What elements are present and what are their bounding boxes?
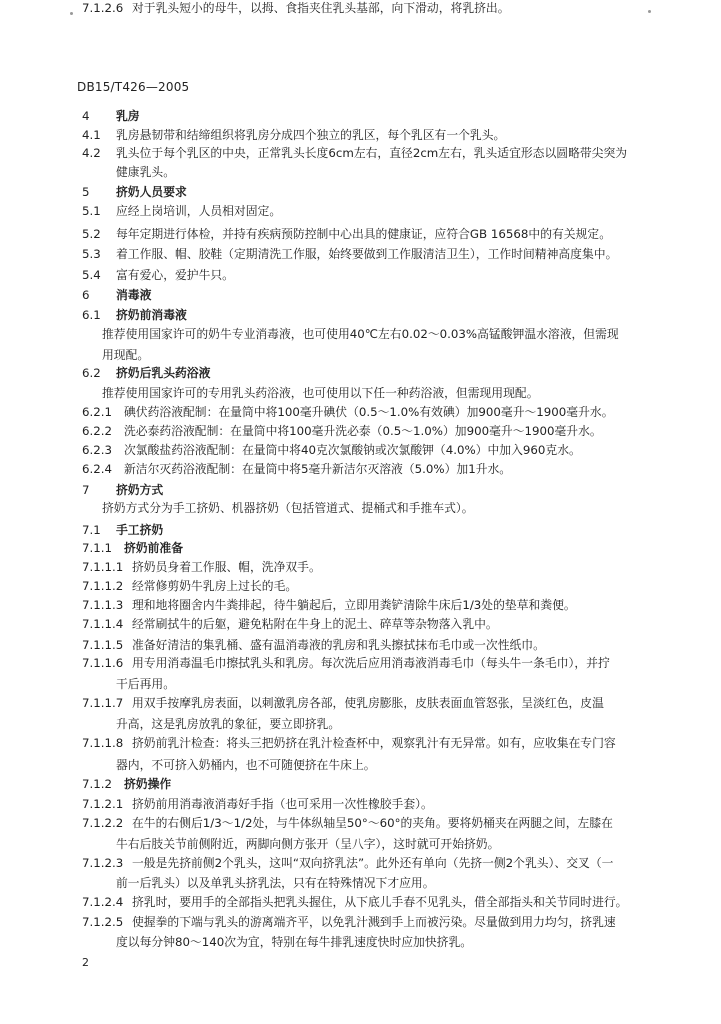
- clause-text: 挤奶后乳头药浴液: [116, 366, 211, 380]
- clause-text: 干后再用。: [116, 677, 175, 691]
- clause-number: 5.3: [82, 247, 101, 261]
- clause-text: 洗必泰药浴液配制：在量筒中将100毫升洗必泰（0.5～1.0%）加900毫升～1900毫升水。: [124, 424, 602, 438]
- clause-text: 碘伏药浴液配制：在量筒中将100毫升碘伏（0.5～1.0%有效碘）加900毫升～1900毫升水。: [124, 405, 614, 419]
- clause-text: 乳房: [116, 109, 140, 123]
- doc-code: DB15/T426—2005: [77, 80, 190, 94]
- clause-text: 牛右后肢关节前侧附近，两脚向侧方张开（呈八字），这时就可开始挤奶。: [116, 837, 500, 851]
- clause-text: 经常刷拭牛的后躯，避免粘附在牛身上的泥土、碎草等杂物落入乳中。: [132, 617, 498, 631]
- clause-text: 挤奶前消毒液: [116, 308, 187, 322]
- clause-text: 挤奶前准备: [124, 541, 183, 555]
- clause-text: 乳房悬韧带和结缔组织将乳房分成四个独立的乳区，每个乳区有一个乳头。: [116, 128, 506, 142]
- clause-number: 7.1.2.2: [82, 816, 124, 830]
- clause-number: 7.1.2.4: [82, 895, 124, 909]
- clause-number: 6.2.1: [82, 405, 113, 419]
- clause-text: 挤奶人员要求: [116, 185, 187, 199]
- clause-number: 7.1.2: [82, 777, 113, 791]
- clause-text: 经常修剪奶牛乳房上过长的毛。: [132, 579, 298, 593]
- clause-number: 4.1: [82, 128, 101, 142]
- clause-number: 6.2.2: [82, 424, 113, 438]
- clause-number: 7.1.1.8: [82, 736, 124, 750]
- clause-number: 6.2: [82, 366, 101, 380]
- clause-text: 用双手按摩乳房表面，以刺激乳房各部，使乳房膨胀，皮肤表面血管怒张，呈淡红色，皮温: [132, 696, 604, 710]
- clause-text: 前一后乳头）以及单乳头挤乳法，只有在特殊情况下才应用。: [116, 876, 435, 890]
- clause-number: 6.2.3: [82, 443, 113, 457]
- clause-number: 7.1.1.1: [82, 560, 124, 574]
- clause-text: 富有爱心，爱护牛只。: [116, 268, 234, 282]
- clause-text: 挤奶前乳汁检查：将头三把奶挤在乳汁检查杯中，观察乳汁有无异常。如有，应收集在专门容: [132, 736, 616, 750]
- clause-text: 每年定期进行体检，并持有疾病预防控制中心出具的健康证，应符合GB 16568中的有关规定。: [116, 227, 611, 241]
- clause-number: 7.1.1.3: [82, 598, 124, 612]
- clause-text: 挤奶员身着工作服、帽，洗净双手。: [132, 560, 321, 574]
- clause-number: 7.1.1: [82, 541, 113, 555]
- clause-text: 挤奶操作: [124, 777, 172, 791]
- clause-number: 6.1: [82, 308, 101, 322]
- clause-text: 乳头位于每个乳区的中央，正常乳头长度6cm左右，直径2cm左右，乳头适宜形态以圆略带尖突为: [116, 146, 628, 160]
- scan-speck: [648, 10, 651, 13]
- clause-text: 挤乳时，要用手的全部指头把乳头握住，从下底儿手春不见乳头，借全部指头和关节同时进行。: [132, 895, 628, 909]
- page-number: 2: [82, 956, 89, 969]
- clause-text: 推荐使用国家许可的专用乳头药浴液，也可使用以下任一种药浴液，但需现用现配。: [102, 386, 539, 400]
- clause-text: 一般是先挤前侧2个乳头，这叫“双向挤乳法”。此外还有单向（先挤一侧2个乳头）、交叉（一: [132, 856, 614, 870]
- clause-text: 应经上岗培训，人员相对固定。: [116, 204, 282, 218]
- clause-number: 7.1.2.3: [82, 856, 124, 870]
- clause-text: 新洁尔灭药浴液配制：在量筒中将5毫升新洁尔灭溶液（5.0%）加1升水。: [124, 462, 512, 476]
- clause-text: 器内，不可挤入奶桶内，也不可随便挤在牛床上。: [116, 758, 376, 772]
- clause-number: 7.1.1.2: [82, 579, 124, 593]
- clause-number: 5.2: [82, 227, 101, 241]
- clause-number: 7.1.2.1: [82, 797, 124, 811]
- clause-text: 使握拳的下端与乳头的游离端齐平，以免乳汁溅到手上而被污染。尽量做到用力均匀，挤乳速: [132, 915, 616, 929]
- clause-number: 7.1: [82, 523, 101, 537]
- clause-text: 手工挤奶: [116, 523, 164, 537]
- clause-text: 在牛的右侧后1/3～1/2处，与牛体纵轴呈50°～60°的夹角。要将奶桶夹在两腿之间，左膝在: [132, 816, 613, 830]
- clause-number: 5.4: [82, 268, 101, 282]
- clause-text: 用专用消毒温毛巾擦拭乳头和乳房。每次洗后应用消毒液消毒毛巾（每头牛一条毛巾），并拧: [132, 656, 610, 670]
- clause-text: 理和地将圈舍内牛粪排起，待牛躺起后，立即用粪铲清除牛床后1/3处的垫草和粪便。: [132, 598, 576, 612]
- clause-text: 用现配。: [102, 348, 150, 362]
- clause-text: 推荐使用国家许可的奶牛专业消毒液，也可使用40℃左右0.02～0.03%高锰酸钾温水溶液，但需现: [102, 327, 619, 341]
- clause-text: 升高，这是乳房放乳的象征，要立即挤乳。: [116, 717, 341, 731]
- clause-number: 6.2.4: [82, 462, 113, 476]
- clause-number: 6: [82, 288, 90, 302]
- clause-text: 挤奶方式分为手工挤奶、机器挤奶（包括管道式、提桶式和手推车式）。: [102, 501, 474, 515]
- scan-speck: [70, 12, 73, 15]
- clause-number: 5: [82, 185, 90, 199]
- clause-number: 7.1.1.4: [82, 617, 124, 631]
- clause-text: 准备好清洁的集乳桶、盛有温消毒液的乳房和乳头擦拭抹布毛巾或一次性纸巾。: [132, 638, 545, 652]
- clause-text: 度以每分钟80～140次为宜，特别在每牛排乳速度快时应加快挤乳。: [116, 935, 473, 949]
- clause-number: 7.1.1.7: [82, 696, 124, 710]
- clause-number: 4.2: [82, 146, 101, 160]
- clause-number: 7.1.2.6: [82, 1, 124, 15]
- clause-text: 挤奶方式: [116, 483, 164, 497]
- clause-text: 次氯酸盐药浴液配制：在量筒中将40克次氯酸钠或次氯酸钾（4.0%）中加入960克水。: [124, 443, 581, 457]
- clause-number: 7.1.1.6: [82, 656, 124, 670]
- clause-text: 着工作服、帽、胶鞋（定期清洗工作服，始终要做到工作服清洁卫生），工作时间精神高度集中。: [116, 247, 618, 261]
- clause-number: 7.1.2.5: [82, 915, 124, 929]
- clause-text: 健康乳头。: [116, 165, 175, 179]
- clause-number: 7: [82, 483, 90, 497]
- clause-text: 对于乳头短小的母牛，以拇、食指夹住乳头基部，向下滑动，将乳挤出。: [132, 1, 510, 15]
- clause-number: 5.1: [82, 204, 101, 218]
- clause-number: 7.1.1.5: [82, 638, 124, 652]
- clause-text: 挤奶前用消毒液消毒好手指（也可采用一次性橡胶手套）。: [132, 797, 433, 811]
- clause-number: 4: [82, 109, 90, 123]
- clause-text: 消毒液: [116, 288, 152, 302]
